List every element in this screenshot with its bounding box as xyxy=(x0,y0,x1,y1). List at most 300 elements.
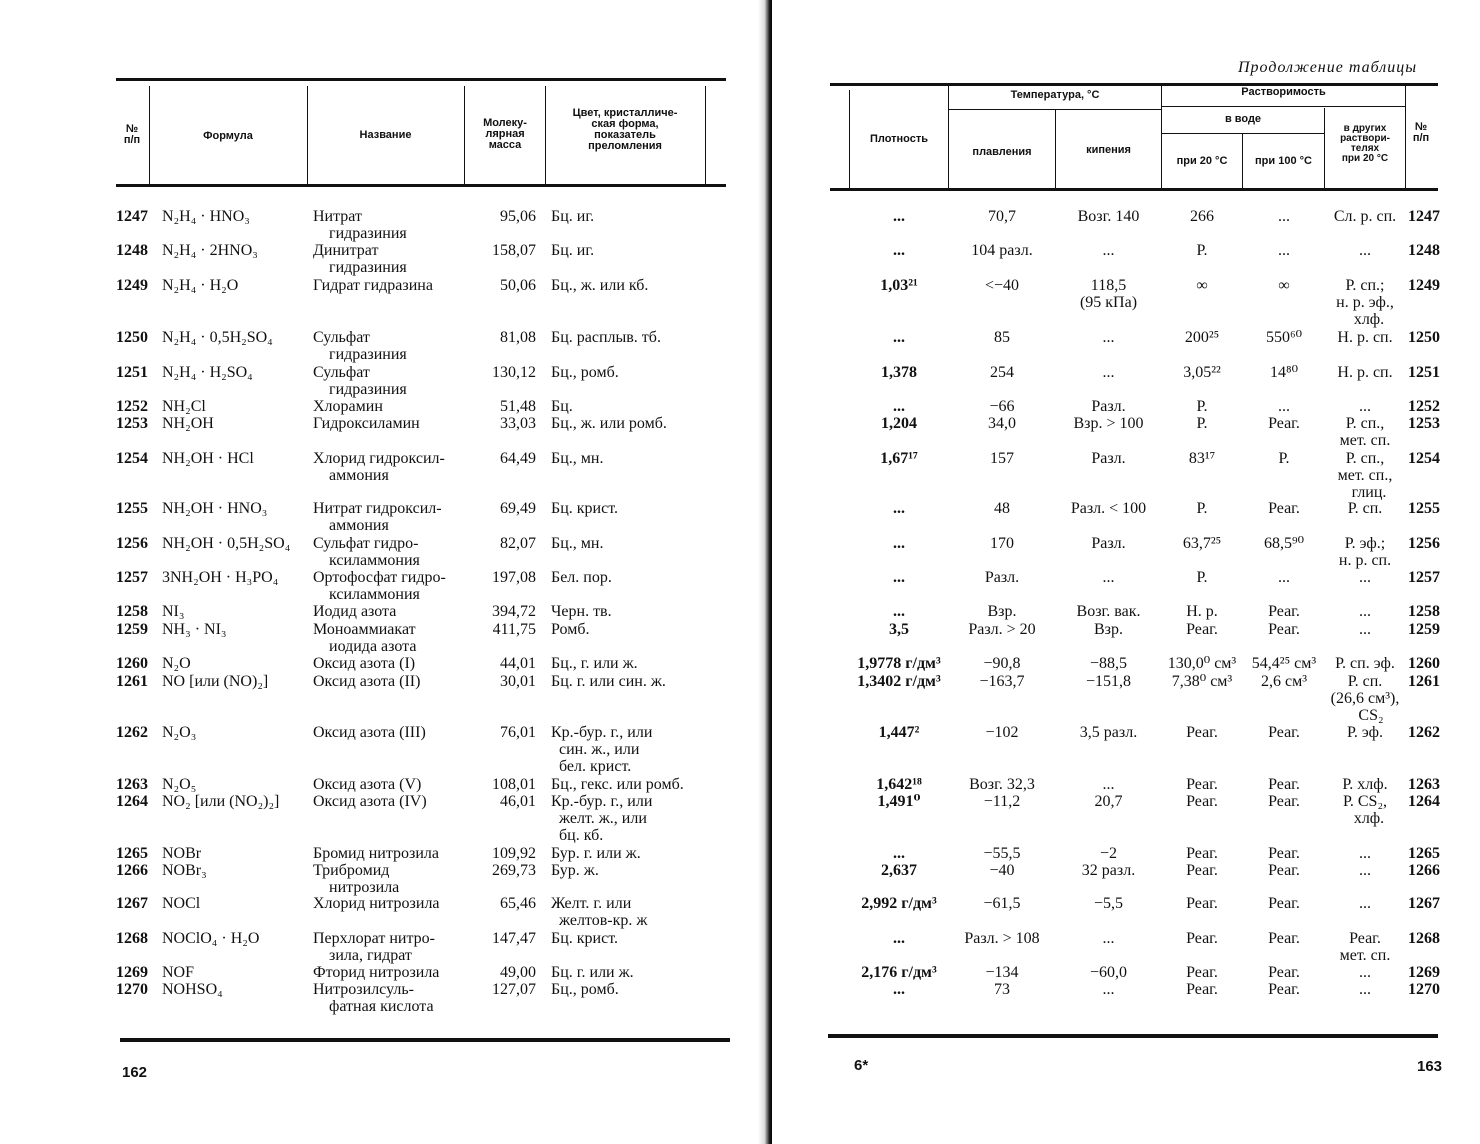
row-number: 1259 xyxy=(116,621,148,638)
other-solvents-cell: ... xyxy=(1359,895,1371,912)
other-solvents-cell: ... xyxy=(1359,964,1371,981)
melting-cell: −11,2 xyxy=(983,793,1021,810)
solubility-100-cell: Реаг. xyxy=(1268,793,1300,810)
row-number-right: 1258 xyxy=(1408,603,1440,620)
density-cell: ... xyxy=(893,500,905,517)
formula-cell: N₂H₄ · 0,5H₂SO₄ xyxy=(162,329,273,346)
other-solvents-cell: ... xyxy=(1359,621,1371,638)
header-divider xyxy=(948,109,1162,110)
color-cell: Бц., мн. xyxy=(551,535,604,552)
col-header-number: № п/п xyxy=(123,123,141,146)
other-solvents-cell: Р. сп. (26,6 см³), CS₂ xyxy=(1330,673,1400,724)
name-cell: Оксид азота (II) xyxy=(313,673,421,690)
col-header-boiling: кипения xyxy=(1086,144,1131,156)
formula-cell: NI₃ xyxy=(162,603,185,620)
row-number-right: 1266 xyxy=(1408,862,1440,879)
row-number: 1265 xyxy=(116,845,148,862)
color-cell: Бц. г. или син. ж. xyxy=(551,673,666,690)
row-number-right: 1264 xyxy=(1408,793,1440,810)
name-cell: Бромид нитрозила xyxy=(313,845,439,862)
color-cell: Бц., г. или ж. xyxy=(551,655,638,672)
melting-cell: 70,7 xyxy=(988,208,1016,225)
solubility-100-cell: Р. xyxy=(1278,450,1290,467)
other-solvents-cell: ... xyxy=(1359,981,1371,998)
formula-cell: NOBr xyxy=(162,845,202,862)
boiling-cell: Взр. xyxy=(1094,621,1123,638)
solubility-20-cell: Реаг. xyxy=(1186,621,1218,638)
color-cell: Бур. г. или ж. xyxy=(551,845,641,862)
density-cell: ... xyxy=(893,603,905,620)
row-number: 1269 xyxy=(116,964,148,981)
solubility-100-cell: ... xyxy=(1278,242,1290,259)
solubility-20-cell: Реаг. xyxy=(1186,981,1218,998)
color-cell: Желт. г. или желтов-кр. ж xyxy=(551,895,648,929)
solubility-20-cell: Н. р. xyxy=(1186,603,1218,620)
solubility-20-cell: 200²⁵ xyxy=(1184,329,1220,346)
formula-cell: N₂H₄ · H₂O xyxy=(162,277,239,294)
melting-cell: 85 xyxy=(994,329,1010,346)
boiling-cell: −60,0 xyxy=(1089,964,1128,981)
color-cell: Бц. иг. xyxy=(551,242,595,259)
other-solvents-cell: ... xyxy=(1359,845,1371,862)
mass-cell: 49,00 xyxy=(500,964,536,981)
name-cell: Динитрат гидразиния xyxy=(313,242,407,276)
col-header-other-solvents: в других раствори- телях при 20 °С xyxy=(1340,123,1390,164)
density-cell: ... xyxy=(893,242,905,259)
density-cell: 2,992 г/дм³ xyxy=(861,895,937,912)
row-number: 1255 xyxy=(116,500,148,517)
melting-cell: 104 разл. xyxy=(971,242,1033,259)
row-number-right: 1259 xyxy=(1408,621,1440,638)
col-header-mass: Молеку- лярная масса xyxy=(483,117,527,151)
row-number-right: 1263 xyxy=(1408,776,1440,793)
solubility-100-cell: ... xyxy=(1278,208,1290,225)
mass-cell: 51,48 xyxy=(500,398,536,415)
melting-cell: −40 xyxy=(989,862,1015,879)
solubility-20-cell: Реаг. xyxy=(1186,862,1218,879)
boiling-cell: ... xyxy=(1102,242,1115,259)
row-number: 1262 xyxy=(116,724,148,741)
density-cell: ... xyxy=(893,569,905,586)
boiling-cell: Разл. xyxy=(1091,535,1126,552)
density-cell: ... xyxy=(893,398,905,415)
row-number: 1260 xyxy=(116,655,148,672)
solubility-100-cell: 14⁸⁰ xyxy=(1270,364,1298,381)
solubility-20-cell: Р. xyxy=(1196,415,1208,432)
col-header-number: № п/п xyxy=(1412,121,1430,144)
boiling-cell: Возг. вак. xyxy=(1076,603,1141,620)
solubility-100-cell: Реаг. xyxy=(1268,845,1300,862)
solubility-100-cell: Реаг. xyxy=(1268,415,1300,432)
solubility-20-cell: 266 xyxy=(1190,208,1214,225)
formula-cell: NO [или (NO)₂] xyxy=(162,673,269,690)
density-cell: 2,637 xyxy=(881,862,917,879)
mass-cell: 44,01 xyxy=(500,655,536,672)
mass-cell: 127,07 xyxy=(492,981,536,998)
formula-cell: NOHSO₄ xyxy=(162,981,223,998)
name-cell: Фторид нитрозила xyxy=(313,964,440,981)
right-page xyxy=(772,0,1480,1144)
row-number-right: 1253 xyxy=(1408,415,1440,432)
boiling-cell: ... xyxy=(1102,776,1115,793)
top-rule xyxy=(830,83,1438,86)
row-number: 1252 xyxy=(116,398,148,415)
solubility-20-cell: Реаг. xyxy=(1186,895,1218,912)
density-cell: ... xyxy=(893,930,905,947)
boiling-cell: Взр. > 100 xyxy=(1073,415,1144,432)
right-page-number: 163 xyxy=(1417,1058,1443,1075)
boiling-cell: 118,5 (95 кПа) xyxy=(1079,277,1138,311)
boiling-cell: −5,5 xyxy=(1093,895,1124,912)
row-number: 1247 xyxy=(116,208,148,225)
name-cell: Хлорид гидроксил- аммония xyxy=(313,450,445,484)
solubility-20-cell: Р. xyxy=(1196,569,1208,586)
row-number: 1249 xyxy=(116,277,148,294)
other-solvents-cell: ... xyxy=(1359,862,1371,879)
name-cell: Нитрат гидроксил- аммония xyxy=(313,500,442,534)
formula-cell: NOClO₄ · H₂O xyxy=(162,930,260,947)
column-divider xyxy=(1161,86,1162,188)
row-number: 1253 xyxy=(116,415,148,432)
row-number-right: 1268 xyxy=(1408,930,1440,947)
mass-cell: 50,06 xyxy=(500,277,536,294)
melting-cell: Возг. 32,3 xyxy=(969,776,1035,793)
melting-cell: −90,8 xyxy=(983,655,1021,672)
formula-cell: NH₂OH · HCl xyxy=(162,450,254,467)
solubility-20-cell: Реаг. xyxy=(1186,724,1218,741)
name-cell: Оксид азота (IV) xyxy=(313,793,427,810)
solubility-20-cell: 7,38⁰ см³ xyxy=(1171,673,1233,690)
formula-cell: N₂H₄ · H₂SO₄ xyxy=(162,364,253,381)
boiling-cell: 3,5 разл. xyxy=(1079,724,1138,741)
row-number-right: 1262 xyxy=(1408,724,1440,741)
name-cell: Гидрат гидразина xyxy=(313,277,433,294)
melting-cell: 73 xyxy=(994,981,1010,998)
melting-cell: Разл. xyxy=(984,569,1020,586)
col-header-in-water: в воде xyxy=(1224,113,1262,125)
mass-cell: 33,03 xyxy=(500,415,536,432)
name-cell: Трибромид нитрозила xyxy=(313,862,400,896)
col-header-name: Название xyxy=(359,129,412,141)
color-cell: Кр.-бур. г., или син. ж., или бел. крист. xyxy=(551,724,653,775)
mass-cell: 130,12 xyxy=(492,364,536,381)
name-cell: Иодид азота xyxy=(313,603,397,620)
solubility-20-cell: 3,05²² xyxy=(1183,364,1221,381)
formula-cell: N₂H₄ · HNO₃ xyxy=(162,208,250,225)
row-number-right: 1257 xyxy=(1408,569,1440,586)
name-cell: Сульфат гидразиния xyxy=(313,364,407,398)
row-number-right: 1252 xyxy=(1408,398,1440,415)
solubility-20-cell: Реаг. xyxy=(1186,845,1218,862)
other-solvents-cell: Н. р. сп. xyxy=(1337,364,1393,381)
solubility-100-cell: Реаг. xyxy=(1268,862,1300,879)
col-header-temperature: Температура, °С xyxy=(1010,89,1100,101)
density-cell: 1,491⁰ xyxy=(877,793,921,810)
mass-cell: 81,08 xyxy=(500,329,536,346)
density-cell: ... xyxy=(893,208,905,225)
formula-cell: NH₂OH · 0,5H₂SO₄ xyxy=(162,535,291,552)
other-solvents-cell: Сл. р. сп. xyxy=(1333,208,1397,225)
row-number: 1270 xyxy=(116,981,148,998)
melting-cell: 170 xyxy=(990,535,1014,552)
left-page-number: 162 xyxy=(122,1064,148,1081)
solubility-20-cell: Р. xyxy=(1196,500,1208,517)
density-cell: 1,3402 г/дм³ xyxy=(857,673,941,690)
boiling-cell: 32 разл. xyxy=(1081,862,1136,879)
melting-cell: −61,5 xyxy=(983,895,1021,912)
formula-cell: NH₃ · NI₃ xyxy=(162,621,227,638)
name-cell: Оксид азота (V) xyxy=(313,776,422,793)
row-number-right: 1260 xyxy=(1408,655,1440,672)
boiling-cell: ... xyxy=(1102,930,1115,947)
solubility-100-cell: Реаг. xyxy=(1268,500,1300,517)
other-solvents-cell: Р. сп. эф. xyxy=(1335,655,1395,672)
header-bottom-rule xyxy=(830,188,1438,191)
melting-cell: −102 xyxy=(985,724,1019,741)
other-solvents-cell: Р. эф. xyxy=(1346,724,1384,741)
name-cell: Перхлорат нитро- зила, гидрат xyxy=(313,930,435,964)
solubility-20-cell: Р. xyxy=(1196,242,1208,259)
row-number: 1266 xyxy=(116,862,148,879)
header-divider xyxy=(1161,106,1405,107)
solubility-20-cell: 83¹⁷ xyxy=(1188,450,1216,467)
color-cell: Ромб. xyxy=(551,621,590,638)
row-number: 1248 xyxy=(116,242,148,259)
name-cell: Нитрат гидразиния xyxy=(313,208,407,242)
color-cell: Бц., гекс. или ромб. xyxy=(551,776,684,793)
row-number-right: 1255 xyxy=(1408,500,1440,517)
melting-cell: Взр. xyxy=(987,603,1017,620)
row-number-right: 1250 xyxy=(1408,329,1440,346)
row-number-right: 1265 xyxy=(1408,845,1440,862)
formula-cell: NO₂ [или (NO₂)₂] xyxy=(162,793,280,810)
boiling-cell: ... xyxy=(1102,364,1115,381)
density-cell: 1,204 xyxy=(881,415,917,432)
name-cell: Нитрозилсуль- фатная кислота xyxy=(313,981,434,1015)
solubility-100-cell: Реаг. xyxy=(1268,621,1300,638)
mass-cell: 158,07 xyxy=(492,242,536,259)
other-solvents-cell: ... xyxy=(1359,603,1371,620)
name-cell: Оксид азота (I) xyxy=(313,655,416,672)
melting-cell: −55,5 xyxy=(983,845,1021,862)
name-cell: Гидроксиламин xyxy=(313,415,420,432)
mass-cell: 82,07 xyxy=(500,535,536,552)
melting-cell: −134 xyxy=(985,964,1019,981)
color-cell: Кр.-бур. г., или желт. ж., или бц. кб. xyxy=(551,793,653,844)
color-cell: Черн. тв. xyxy=(551,603,612,620)
name-cell: Сульфат гидразиния xyxy=(313,329,407,363)
color-cell: Бц., ж. или кб. xyxy=(551,277,649,294)
density-cell: 1,642¹⁸ xyxy=(876,776,922,793)
melting-cell: 48 xyxy=(994,500,1010,517)
density-cell: ... xyxy=(893,845,905,862)
boiling-cell: −88,5 xyxy=(1089,655,1128,672)
melting-cell: <−40 xyxy=(984,277,1020,294)
boiling-cell: ... xyxy=(1102,981,1115,998)
density-cell: 1,67¹⁷ xyxy=(880,450,918,467)
melting-cell: Разл. > 108 xyxy=(964,930,1040,947)
boiling-cell: Разл. xyxy=(1091,450,1126,467)
mass-cell: 411,75 xyxy=(492,621,536,638)
boiling-cell: Возг. 140 xyxy=(1077,208,1140,225)
col-header-formula: Формула xyxy=(203,130,253,142)
other-solvents-cell: ... xyxy=(1359,398,1371,415)
row-number-right: 1269 xyxy=(1408,964,1440,981)
row-number: 1268 xyxy=(116,930,148,947)
formula-cell: NOF xyxy=(162,964,195,981)
other-solvents-cell: Р. сп., мет. сп. xyxy=(1339,415,1391,449)
signature-mark: 6* xyxy=(854,1057,869,1074)
solubility-100-cell: Реаг. xyxy=(1268,603,1300,620)
mass-cell: 269,73 xyxy=(492,862,536,879)
color-cell: Бц. расплыв. тб. xyxy=(551,329,661,346)
boiling-cell: Разл. xyxy=(1091,398,1126,415)
row-number: 1257 xyxy=(116,569,148,586)
melting-cell: −163,7 xyxy=(979,673,1025,690)
density-cell: ... xyxy=(893,329,905,346)
col-header-at-100: при 100 °С xyxy=(1255,155,1312,167)
mass-cell: 108,01 xyxy=(492,776,536,793)
formula-cell: NH₂Cl xyxy=(162,398,206,415)
formula-cell: N₂H₄ · 2HNO₃ xyxy=(162,242,258,259)
name-cell: Хлорид нитрозила xyxy=(313,895,440,912)
other-solvents-cell: Н. р. сп. xyxy=(1337,329,1393,346)
col-header-density: Плотность xyxy=(869,133,929,145)
row-number-right: 1248 xyxy=(1408,242,1440,259)
row-number-right: 1270 xyxy=(1408,981,1440,998)
melting-cell: Разл. > 20 xyxy=(968,621,1036,638)
col-header-solubility: Растворимость xyxy=(1241,86,1326,98)
other-solvents-cell: Р. сп., мет. сп., глиц. xyxy=(1337,450,1393,501)
solubility-20-cell: Реаг. xyxy=(1186,776,1218,793)
row-number: 1267 xyxy=(116,895,148,912)
color-cell: Бц. г. или ж. xyxy=(551,964,634,981)
solubility-100-cell: 54,4²⁵ см³ xyxy=(1251,655,1317,672)
solubility-100-cell: 68,5⁹⁰ xyxy=(1264,535,1304,552)
other-solvents-cell: Р. хлф. xyxy=(1342,776,1388,793)
solubility-100-cell: Реаг. xyxy=(1268,981,1300,998)
mass-cell: 95,06 xyxy=(500,208,536,225)
mass-cell: 30,01 xyxy=(500,673,536,690)
mass-cell: 147,47 xyxy=(492,930,536,947)
col-header-at-20: при 20 °С xyxy=(1176,155,1228,167)
header-divider xyxy=(1161,133,1325,134)
solubility-100-cell: Реаг. xyxy=(1268,895,1300,912)
solubility-20-cell: Р. xyxy=(1196,398,1208,415)
continuation-caption: Продолжение таблицы xyxy=(1238,59,1418,76)
mass-cell: 65,46 xyxy=(500,895,536,912)
solubility-100-cell: Реаг. xyxy=(1268,724,1300,741)
color-cell: Бц., ромб. xyxy=(551,981,619,998)
solubility-100-cell: 2,6 см³ xyxy=(1260,673,1308,690)
density-cell: 2,176 г/дм³ xyxy=(861,964,937,981)
col-header-color: Цвет, кристалличе- ская форма, показатель преломления xyxy=(572,107,678,152)
row-number-right: 1261 xyxy=(1408,673,1440,690)
row-number: 1258 xyxy=(116,603,148,620)
row-number-right: 1254 xyxy=(1408,450,1440,467)
row-number: 1256 xyxy=(116,535,148,552)
formula-cell: NOCl xyxy=(162,895,201,912)
color-cell: Бц., ж. или ромб. xyxy=(551,415,667,432)
color-cell: Бц., мн. xyxy=(551,450,604,467)
other-solvents-cell: Р. сп.; н. р. эф., хлф. xyxy=(1336,277,1394,328)
solubility-100-cell: 550⁶⁰ xyxy=(1266,329,1302,346)
boiling-cell: Разл. < 100 xyxy=(1070,500,1147,517)
other-solvents-cell: Р. сп. xyxy=(1347,500,1383,517)
row-number-right: 1267 xyxy=(1408,895,1440,912)
row-number: 1263 xyxy=(116,776,148,793)
color-cell: Бц. крист. xyxy=(551,930,618,947)
top-rule xyxy=(116,78,726,81)
solubility-20-cell: ∞ xyxy=(1196,277,1208,294)
color-cell: Бур. ж. xyxy=(551,862,599,879)
formula-cell: NH₂OH · HNO₃ xyxy=(162,500,268,517)
row-number-right: 1251 xyxy=(1408,364,1440,381)
solubility-100-cell: Реаг. xyxy=(1268,776,1300,793)
mass-cell: 76,01 xyxy=(500,724,536,741)
formula-cell: NH₂OH xyxy=(162,415,214,432)
melting-cell: 157 xyxy=(990,450,1014,467)
color-cell: Бел. пор. xyxy=(551,569,612,586)
formula-cell: N₂O₅ xyxy=(162,776,197,793)
density-cell: 1,03²¹ xyxy=(880,277,918,294)
color-cell: Бц., ромб. xyxy=(551,364,619,381)
solubility-100-cell: ... xyxy=(1278,569,1290,586)
solubility-20-cell: Реаг. xyxy=(1186,793,1218,810)
row-number-right: 1249 xyxy=(1408,277,1440,294)
mass-cell: 394,72 xyxy=(492,603,536,620)
row-number: 1251 xyxy=(116,364,148,381)
mass-cell: 109,92 xyxy=(492,845,536,862)
row-number: 1264 xyxy=(116,793,148,810)
name-cell: Оксид азота (III) xyxy=(313,724,426,741)
density-cell: 1,447² xyxy=(878,724,920,741)
mass-cell: 46,01 xyxy=(500,793,536,810)
color-cell: Бц. xyxy=(551,398,573,415)
other-solvents-cell: Р. эф.; н. р. сп. xyxy=(1338,535,1392,569)
mass-cell: 64,49 xyxy=(500,450,536,467)
solubility-20-cell: Реаг. xyxy=(1186,964,1218,981)
row-number: 1254 xyxy=(116,450,148,467)
other-solvents-cell: Р. CS₂, хлф. xyxy=(1342,793,1388,827)
solubility-20-cell: Реаг. xyxy=(1186,930,1218,947)
column-divider xyxy=(705,86,706,184)
formula-cell: N₂O₃ xyxy=(162,724,197,741)
row-number-right: 1256 xyxy=(1408,535,1440,552)
other-solvents-cell: ... xyxy=(1359,242,1371,259)
formula-cell: NOBr₃ xyxy=(162,862,207,879)
name-cell: Хлорамин xyxy=(313,398,383,415)
boiling-cell: ... xyxy=(1102,329,1115,346)
other-solvents-cell: ... xyxy=(1359,569,1371,586)
header-bottom-rule xyxy=(116,184,726,187)
density-cell: 1,378 xyxy=(881,364,917,381)
column-divider xyxy=(948,86,949,188)
name-cell: Ортофосфат гидро- ксиламмония xyxy=(313,569,446,603)
boiling-cell: −2 xyxy=(1099,845,1118,862)
col-header-melting: плавления xyxy=(972,146,1032,158)
solubility-100-cell: ... xyxy=(1278,398,1290,415)
boiling-cell: ... xyxy=(1102,569,1115,586)
boiling-cell: 20,7 xyxy=(1094,793,1123,810)
row-number-right: 1247 xyxy=(1408,208,1440,225)
density-cell: ... xyxy=(893,981,905,998)
formula-cell: 3NH₂OH · H₃PO₄ xyxy=(162,569,279,586)
boiling-cell: −151,8 xyxy=(1085,673,1132,690)
row-number: 1250 xyxy=(116,329,148,346)
name-cell: Моноаммиакат иодида азота xyxy=(313,621,417,655)
solubility-100-cell: Реаг. xyxy=(1268,930,1300,947)
